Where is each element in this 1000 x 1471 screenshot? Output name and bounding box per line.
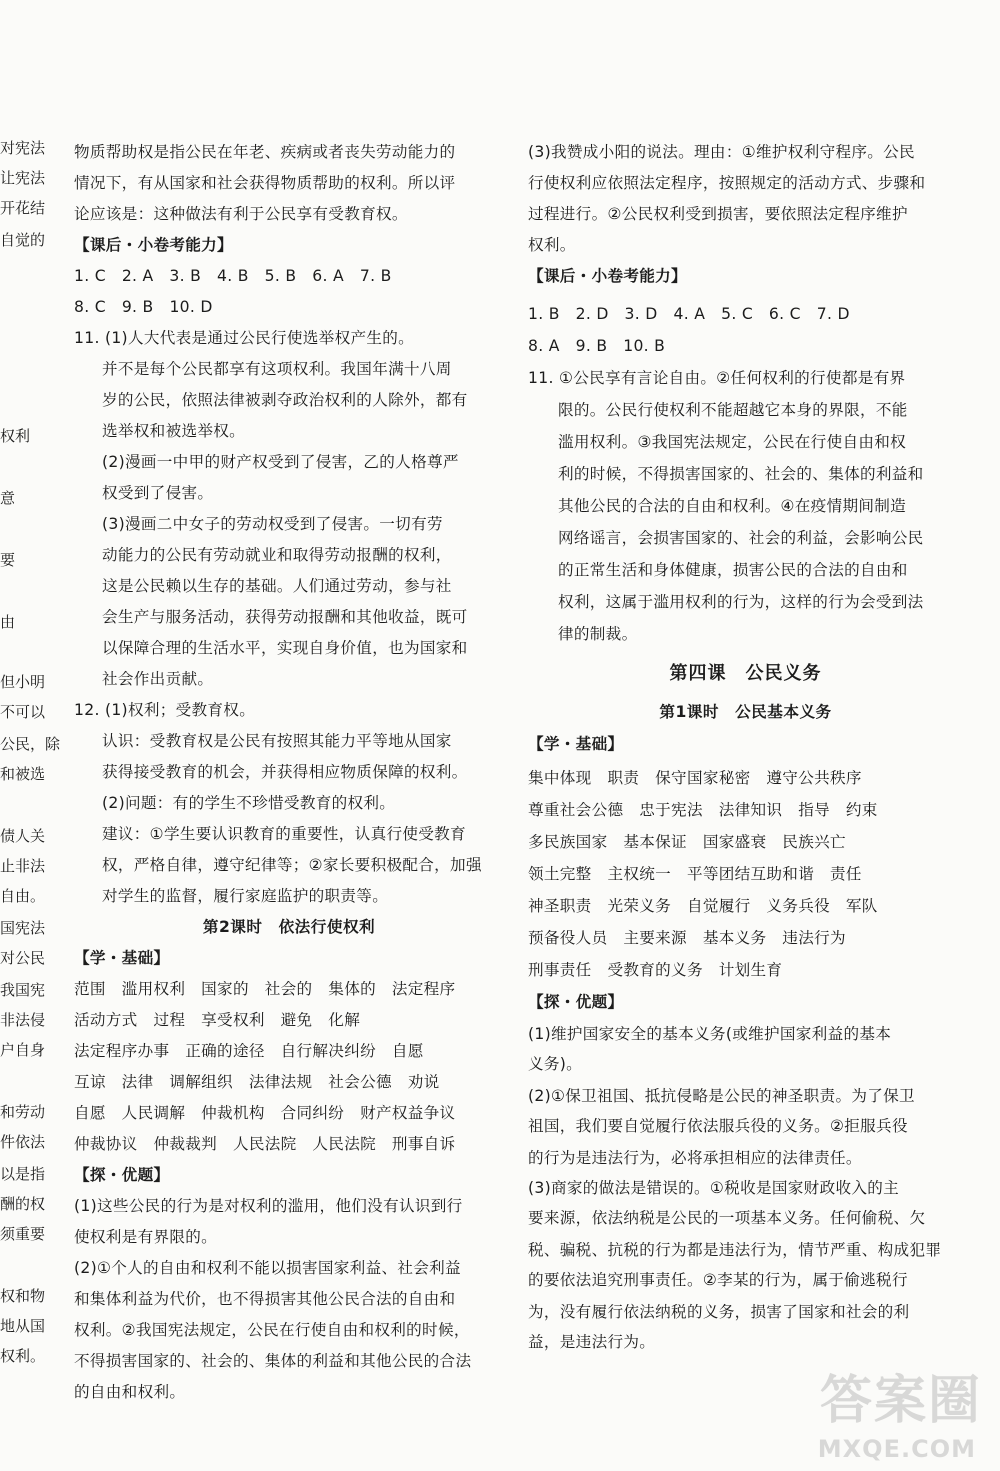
chapter-title: 第四课 公民义务 xyxy=(669,663,822,684)
text-line: 权，严格自律，遵守纪律等；②家长要积极配合，加强 xyxy=(102,856,482,874)
text-line: (1)维护国家安全的基本义务(或维护国家利益的基本 xyxy=(528,1025,892,1043)
edge-fragment: 对宪法 xyxy=(0,139,46,157)
text-line: 权利。 xyxy=(528,236,576,254)
edge-fragment: 不可以 xyxy=(0,703,46,721)
text-line: 使权利是有界限的。 xyxy=(74,1228,218,1246)
text-line: 会生产与服务活动，获得劳动报酬和其他收益，既可 xyxy=(102,608,468,626)
keyword-line: 神圣职责 光荣义务 自觉履行 义务兵役 军队 xyxy=(528,897,878,915)
section-heading: 【探・优题】 xyxy=(528,993,624,1011)
keyword-line: 刑事责任 受教育的义务 计划生育 xyxy=(528,961,783,979)
edge-fragment: 和被选 xyxy=(0,765,46,783)
text-line: (3)漫画二中女子的劳动权受到了侵害。一切有劳 xyxy=(102,515,443,533)
text-line: 情况下，有从国家和社会获得物质帮助的权利。所以评 xyxy=(74,174,456,192)
text-line: (1)这些公民的行为是对权利的滥用，他们没有认识到行 xyxy=(74,1197,463,1215)
section-heading: 【学・基础】 xyxy=(528,735,624,753)
edge-fragment: 件依法 xyxy=(0,1133,46,1151)
lesson-title: 第1课时 公民基本义务 xyxy=(659,703,832,721)
text-line: 11. (1)人大代表是通过公民行使选举权产生的。 xyxy=(74,329,415,347)
edge-fragment: 债人关 xyxy=(0,827,46,845)
text-line: 权利，这属于滥用权利的行为，这样的行为会受到法 xyxy=(558,593,924,611)
text-line: 律的制裁。 xyxy=(558,625,638,643)
text-line: 义务)。 xyxy=(528,1055,583,1073)
text-line: 社会作出贡献。 xyxy=(102,670,214,688)
edge-fragment: 止非法 xyxy=(0,857,46,875)
text-line: 并不是每个公民都享有这项权利。我国年满十八周 xyxy=(102,360,452,378)
answer-line: 1. B 2. D 3. D 4. A 5. C 6. C 7. D xyxy=(528,305,850,323)
text-line: 行使权利应依照法定程序，按照规定的活动方式、步骤和 xyxy=(528,174,926,192)
edge-fragment: 以是指 xyxy=(0,1165,46,1183)
text-line: 11. ①公民享有言论自由。②任何权利的行使都是有界 xyxy=(528,369,906,387)
answer-line: 8. C 9. B 10. D xyxy=(74,298,213,316)
text-line: 利的时候，不得损害国家的、社会的、集体的利益和 xyxy=(558,465,924,483)
text-line: 和集体利益为代价，也不得损害其他公民合法的自由和 xyxy=(74,1290,456,1308)
section-heading: 【学・基础】 xyxy=(74,949,170,967)
section-heading: 【课后・小卷考能力】 xyxy=(528,267,687,285)
text-line: 要来源，依法纳税是公民的一项基本义务。任何偷税、欠 xyxy=(528,1209,926,1227)
keyword-line: 多民族国家 基本保证 国家盛衰 民族兴亡 xyxy=(528,833,846,851)
edge-fragment: 须重要 xyxy=(0,1225,46,1243)
keyword-line: 自愿 人民调解 仲裁机构 合同纠纷 财产权益争议 xyxy=(74,1104,456,1122)
watermark-url: MXQE.COM xyxy=(817,1435,976,1463)
keyword-line: 领土完整 主权统一 平等团结互助和谐 责任 xyxy=(528,865,862,883)
edge-fragment: 我国宪 xyxy=(0,981,46,999)
text-line: 建议：①学生要认识教育的重要性，认真行使受教育 xyxy=(102,825,466,843)
edge-fragment: 公民，除 xyxy=(0,735,61,753)
text-line: 选举权和被选举权。 xyxy=(102,422,246,440)
edge-fragment: 地从国 xyxy=(0,1317,46,1335)
watermark xyxy=(772,1358,982,1463)
text-line: 权利。②我国宪法规定，公民在行使自由和权利的时候， xyxy=(74,1321,470,1339)
text-line: 岁的公民，依照法律被剥夺政治权利的人除外，都有 xyxy=(102,391,468,409)
text-line: 这是公民赖以生存的基础。人们通过劳动，参与社 xyxy=(102,577,452,595)
edge-fragment: 国宪法 xyxy=(0,919,46,937)
edge-fragment: 自觉的 xyxy=(0,231,46,249)
text-line: 为，没有履行依法纳税的义务，损害了国家和社会的利 xyxy=(528,1303,910,1321)
text-line: 过程进行。②公民权利受到损害，要依照法定程序维护 xyxy=(528,205,908,223)
edge-fragment: 非法侵 xyxy=(0,1011,46,1029)
edge-fragment: 由 xyxy=(0,613,16,631)
text-line: 不得损害国家的、社会的、集体的利益和其他公民的合法 xyxy=(74,1352,472,1370)
text-line: (2)漫画一中甲的财产权受到了侵害，乙的人格尊严 xyxy=(102,453,459,471)
text-line: 权受到了侵害。 xyxy=(102,484,214,502)
text-line: 益，是违法行为。 xyxy=(528,1333,656,1351)
text-line: 网络谣言，会损害国家的、社会的利益，会影响公民 xyxy=(558,529,924,547)
text-line: 获得接受教育的机会，并获得相应物质保障的权利。 xyxy=(102,763,468,781)
edge-fragment: 酬的权 xyxy=(0,1195,46,1213)
section-heading: 【探・优题】 xyxy=(74,1166,170,1184)
edge-fragment: 权利 xyxy=(0,427,31,445)
keyword-line: 活动方式 过程 享受权利 避免 化解 xyxy=(74,1011,361,1029)
answer-line: 1. C 2. A 3. B 4. B 5. B 6. A 7. B xyxy=(74,267,392,285)
text-line: 限的。公民行使权利不能超越它本身的界限，不能 xyxy=(558,401,908,419)
edge-fragment: 意 xyxy=(0,489,16,507)
text-line: 物质帮助权是指公民在年老、疾病或者丧失劳动能力的 xyxy=(74,143,456,161)
edge-fragment: 自由。 xyxy=(0,887,46,905)
text-line: 动能力的公民有劳动就业和取得劳动报酬的权利， xyxy=(102,546,452,564)
text-line: 税、骗税、抗税的行为都是违法行为，情节严重、构成犯罪 xyxy=(528,1241,942,1259)
keyword-line: 范围 滥用权利 国家的 社会的 集体的 法定程序 xyxy=(74,980,456,998)
edge-fragment: 和劳动 xyxy=(0,1103,46,1121)
edge-fragment: 要 xyxy=(0,551,16,569)
edge-fragment: 让宪法 xyxy=(0,169,46,187)
text-line: (3)我赞成小阳的说法。理由：①维护权利守程序。公民 xyxy=(528,143,915,161)
text-line: 的要依法追究刑事责任。②李某的行为，属于偷逃税行 xyxy=(528,1271,908,1289)
watermark-logo: 答案圈 xyxy=(819,1371,982,1431)
text-line: (2)①保卫祖国、抵抗侵略是公民的神圣职责。为了保卫 xyxy=(528,1087,915,1105)
text-line: 的自由和权利。 xyxy=(74,1383,186,1401)
text-line: 12. (1)权利；受教育权。 xyxy=(74,701,256,719)
edge-fragment: 权利。 xyxy=(0,1347,46,1365)
text-line: 滥用权利。③我国宪法规定，公民在行使自由和权 xyxy=(558,433,907,451)
section-heading: 【课后・小卷考能力】 xyxy=(74,236,233,254)
text-line: 对学生的监督，履行家庭监护的职责等。 xyxy=(102,887,389,905)
edge-fragment: 开花结 xyxy=(0,199,46,217)
text-line: 论应该是：这种做法有利于公民享有受教育权。 xyxy=(74,205,408,223)
edge-fragment: 户自身 xyxy=(0,1041,46,1059)
text-line: (3)商家的做法是错误的。①税收是国家财政收入的主 xyxy=(528,1179,900,1197)
answer-line: 8. A 9. B 10. B xyxy=(528,337,666,355)
lesson-title: 第2课时 依法行使权利 xyxy=(202,918,376,936)
keyword-line: 仲裁协议 仲裁裁判 人民法院 人民法院 刑事自诉 xyxy=(74,1135,456,1153)
text-line: 以保障合理的生活水平，实现自身价值，也为国家和 xyxy=(102,639,468,657)
keyword-line: 互谅 法律 调解组织 法律法规 社会公德 劝说 xyxy=(74,1073,440,1091)
text-line: 的行为是违法行为，必将承担相应的法律责任。 xyxy=(528,1149,862,1167)
keyword-line: 法定程序办事 正确的途径 自行解决纠纷 自愿 xyxy=(74,1042,424,1060)
text-line: 其他公民的合法的自由和权利。④在疫情期间制造 xyxy=(558,497,907,515)
text-line: (2)①个人的自由和权利不能以损害国家利益、社会利益 xyxy=(74,1259,461,1277)
keyword-line: 集中体现 职责 保守国家秘密 遵守公共秩序 xyxy=(528,769,862,787)
keyword-line: 预备役人员 主要来源 基本义务 违法行为 xyxy=(528,929,846,947)
text-line: 认识：受教育权是公民有按照其能力平等地从国家 xyxy=(102,732,452,750)
text-line: (2)问题：有的学生不珍惜受教育的权利。 xyxy=(102,794,396,812)
keyword-line: 尊重社会公德 忠于宪法 法律知识 指导 约束 xyxy=(528,801,878,819)
text-line: 祖国，我们要自觉履行依法服兵役的义务。②拒服兵役 xyxy=(528,1117,908,1135)
edge-fragment: 但小明 xyxy=(0,673,46,691)
edge-fragment: 权和物 xyxy=(0,1287,46,1305)
edge-fragment: 对公民 xyxy=(0,949,46,967)
text-line: 的正常生活和身体健康，损害公民的合法的自由和 xyxy=(558,561,908,579)
